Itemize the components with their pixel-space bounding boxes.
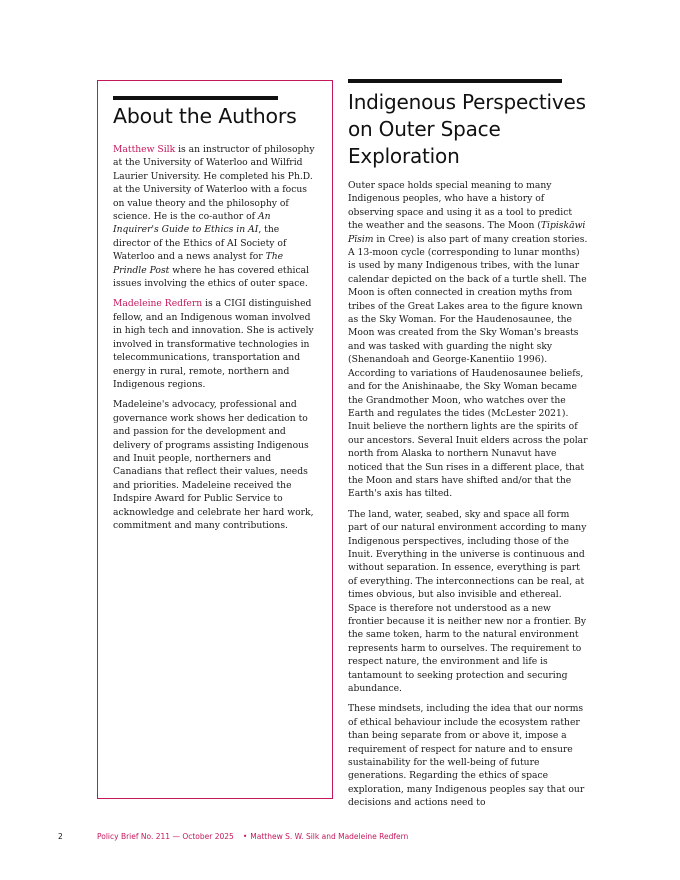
footer-publication: Policy Brief No. 211 — October 2025	[97, 832, 234, 841]
paragraph-2: The land, water, seabed, sky and space all form part of our natural environment according to many Indigenous perspectives, including those of the Inuit. Everything in the universe is continuous and without separation. In essence, everything is part of everything. The interconnections can be real, at times obvious, but also invisible and ethereal. Space is therefore not understood as a new frontier because it is neither new nor a frontier. By the same token, harm to the natural environment represents harm to ourselves. The requirement to respect nature, the environment and life is tantamount to seeking protection and securing abundance.	[348, 508, 587, 695]
author-name-madeleine-redfern: Madeleine Redfern	[113, 298, 203, 310]
publication-title: The Prindle Post	[113, 251, 284, 276]
author-name-matthew-silk: Matthew Silk	[113, 144, 176, 155]
book-title: An Inquirer's Guide to Ethics in AI	[113, 211, 271, 236]
bio-madeleine-continued: Madeleine's advocacy, professional and governance work shows her dedication to and passion for the development and delivery of programs assisting Indigenous and Inuit people, northerners and Canadians that reflect their values, needs and priorities. Madeleine received the Indspire Award for Public Service to acknowledge and celebrate her hard work, commitment and many contributions.	[113, 399, 314, 531]
bio-madeleine-redfern: Madeleine Redfern is a CIGI distinguished fellow, and an Indigenous woman involved in high tech and innovation. She is actively involved in transformative technologies in telecommunications, transportation and energy in rural, remote, northern and Indigenous regions.	[113, 298, 314, 390]
page-number: 2	[58, 832, 63, 841]
sidebar-title-rule	[113, 96, 278, 100]
footer-separator: •	[242, 832, 248, 841]
about-authors-title: About the Authors	[113, 104, 297, 128]
paragraph-1: Outer space holds special meaning to many Indigenous peoples, who have a history of observing space and using it as a tool to predict the weather and the seasons. The Moon (Tipiskāwi Pīsim in Cree) is also part of many creation stories. A 13-moon cycle (corresponding to lunar months) is used by many Indigenous tribes, with the lunar calendar depicted on the back of a turtle shell. The Moon is often connected in creation myths from tribes of the Great Lakes area to the figure known as the Sky Woman. For the Haudenosaunee, the Moon was created from the Sky Woman's breasts and was tasked with guarding the night sky (Shenandoah and George-Kanentiio 1996). According to variations of Haudenosaunee beliefs, and for the Anishinaabe, the Sky Woman became the Grandmother Moon, who watches over the Earth and regulates the tides (McLester 2021). Inuit believe the northern lights are the spirits of our ancestors. Several Inuit elders across the polar north from Alaska to northern Nunavut have noticed that the Sun rises in a different place, that the Moon and stars have shifted and/or that the Earth's axis has tilted.	[348, 180, 588, 500]
main-title-rule	[348, 79, 562, 83]
footer-citation	[97, 832, 411, 841]
footer-authors: Matthew S. W. Silk and Madeleine Redfern	[250, 832, 409, 841]
paragraph-3: These mindsets, including the idea that our norms of ethical behaviour include the ecosystem rather than being separate from or above it, impose a requirement of respect for nature and to ensure sustainability for the well-being of future generations. Regarding the ethics of space exploration, many Indigenous peoples say that our decisions and actions need to	[348, 703, 585, 809]
article-body	[348, 179, 588, 817]
cree-term: Tipiskāwi Pīsim	[348, 220, 586, 245]
bio-matthew-silk: Matthew Silk is an instructor of philosophy at the University of Waterloo and Wilfrid Laurier University. He completed his Ph.D. at the University of Waterloo with a focus on value theory and the philosophy of science. He is the co-author of An Inquirer's Guide to Ethics in AI, the director of the Ethics of AI Society of Waterloo and a news analyst for The Prindle Post where he has covered ethical issues involving the ethics of outer space.	[113, 144, 315, 290]
author-bios	[113, 143, 318, 539]
article-title: Indigenous Perspectives on Outer Space Exploration	[348, 90, 586, 168]
